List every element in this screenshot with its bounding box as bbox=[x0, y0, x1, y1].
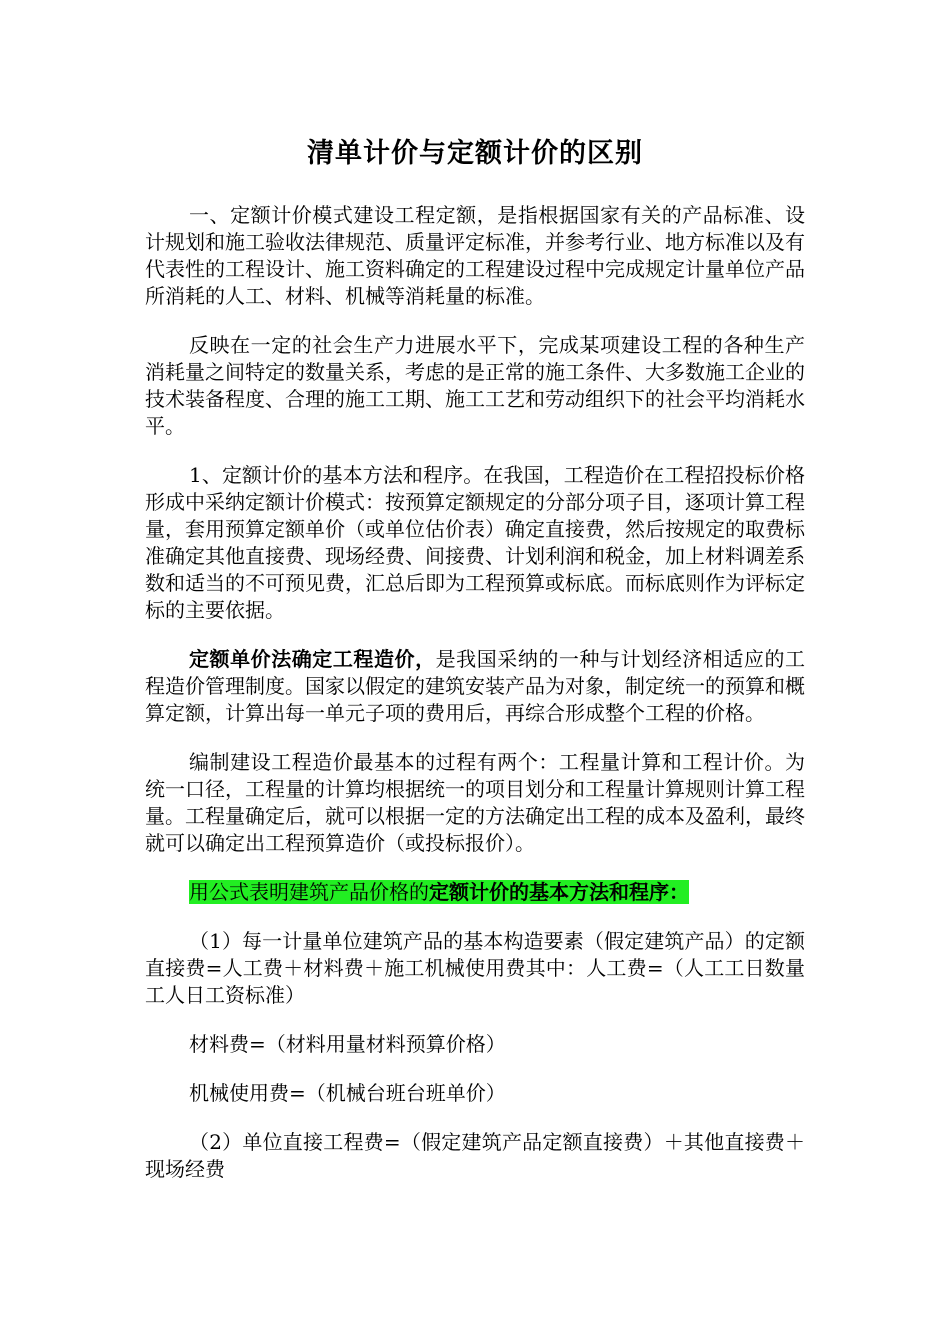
unit-price-method-heading: 定额单价法确定工程造价， bbox=[189, 647, 436, 671]
paragraph-machine-cost: 机械使用费=（机械台班台班单价） bbox=[189, 1081, 506, 1105]
document-body bbox=[145, 128, 805, 1205]
paragraph-reflection: 反映在一定的社会生产力进展水平下，完成某项建设工程的各种生产消耗量之间特定的数量关系，考虑的是正常的施工条件、大多数施工企业的技术装备程度、合理的施工工期、施工工艺和劳动组织下的社会平均消耗水平。 bbox=[145, 333, 805, 438]
paragraph-material-cost: 材料费=（材料用量材料预算价格） bbox=[189, 1032, 506, 1056]
paragraph-definition: 一、定额计价模式建设工程定额，是指根据国家有关的产品标准、设计规划和施工验收法律规范、质量评定标准，并参考行业、地方标准以及有代表性的工程设计、施工资料确定的工程建设过程中完成规定计量单位产品所消耗的人工、材料、机械等消耗量的标准。 bbox=[145, 203, 805, 308]
unit-price-method-text: 是我国采纳的一种与计划经济相适应的工程造价管理制度。国家以假定的建筑安装产品为对象，制定统一的预算和概算定额，计算出每一单元子项的费用后，再综合形成整个工程的价格。 bbox=[145, 647, 806, 725]
highlighted-heading bbox=[189, 879, 805, 906]
paragraph-basic-method: 1、定额计价的基本方法和程序。在我国，工程造价在工程招投标价格形成中采纳定额计价模式：按预算定额规定的分部分项子目，逐项计算工程量，套用预算定额单价（或单位估价表）确定直接费，然后按规定的取费标准确定其他直接费、现场经费、间接费、计划利润和税金，加上材料调差系数和适当的不可预见费，汇总后即为工程预算或标底。而标底则作为评标定标的主要依据。 bbox=[145, 463, 805, 622]
highlight-text-normal: 用公式表明建筑产品价格的 bbox=[189, 880, 429, 904]
paragraph-unit-price-method bbox=[145, 646, 805, 727]
paragraph-formula-2: （2）单位直接工程费=（假定建筑产品定额直接费）＋其他直接费＋现场经费 bbox=[145, 1130, 805, 1181]
document-title: 清单计价与定额计价的区别 bbox=[307, 138, 643, 169]
highlight-text-bold: 定额计价的基本方法和程序： bbox=[429, 880, 689, 904]
paragraph-cost-process: 编制建设工程造价最基本的过程有两个：工程量计算和工程计价。为统一口径，工程量的计算均根据统一的项目划分和工程量计算规则计算工程量。工程量确定后，就可以根据一定的方法确定出工程的成本及盈利，最终就可以确定出工程预算造价（或投标报价）。 bbox=[145, 750, 805, 855]
paragraph-formula-1: （1）每一计量单位建筑产品的基本构造要素（假定建筑产品）的定额直接费=人工费＋材料费＋施工机械使用费其中：人工费=（人工工日数量工人日工资标准） bbox=[145, 929, 805, 1007]
